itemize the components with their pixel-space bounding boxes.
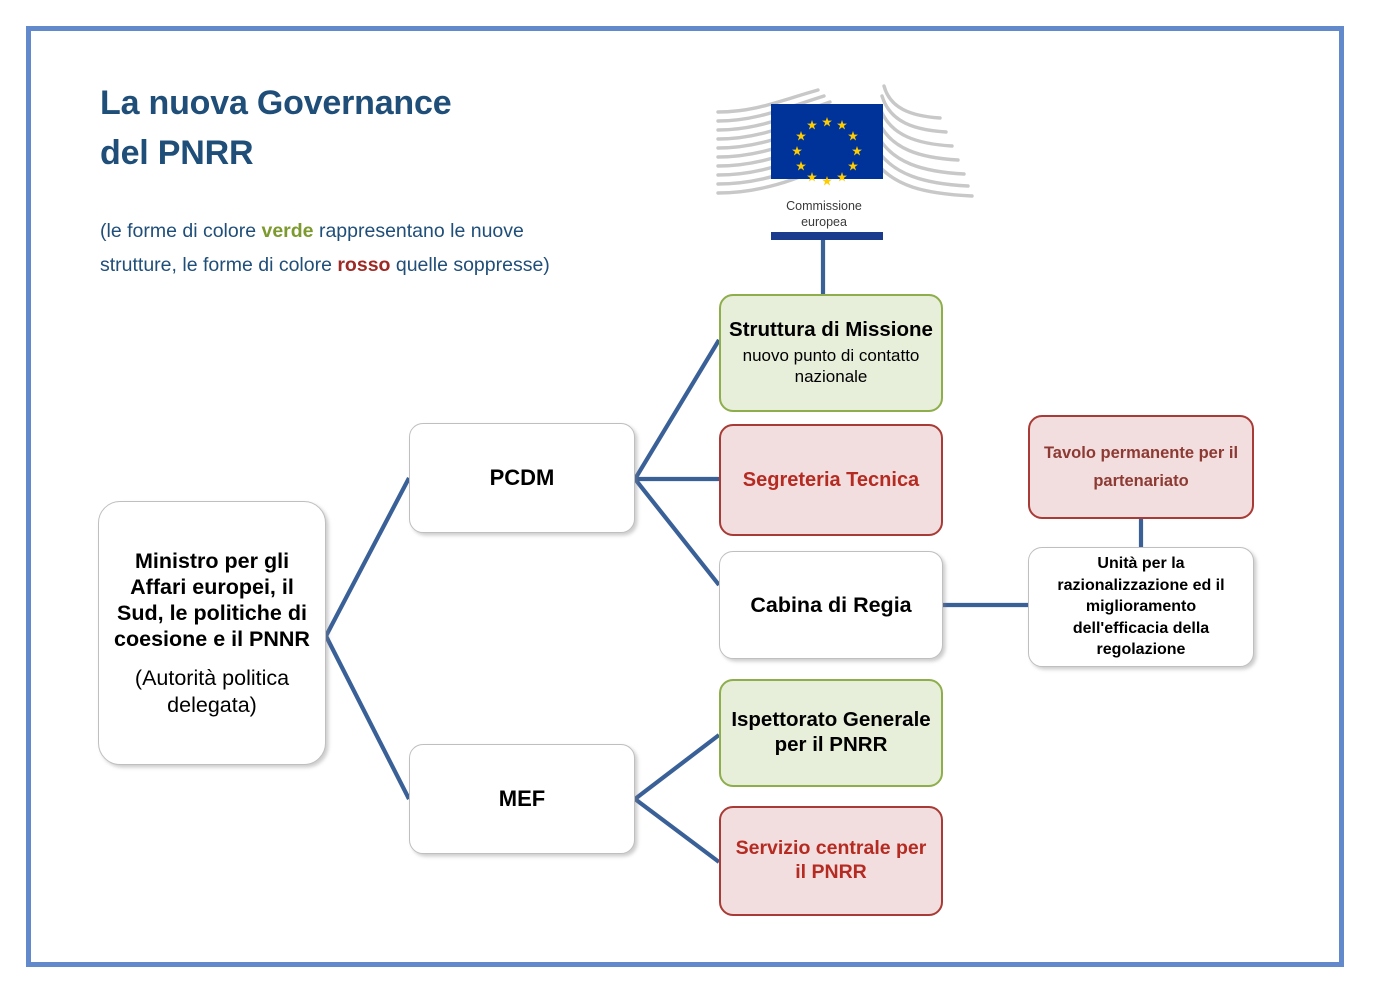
node-title: Servizio centrale per il PNRR	[735, 837, 927, 883]
node-title: MEF	[498, 785, 546, 811]
node-title: PCDM	[489, 464, 555, 490]
connector-pcdm-to-cabina	[635, 479, 719, 585]
node-title: Ispettorato Generale per il PNRR	[731, 708, 931, 756]
node-cabina-di-regia[interactable]	[719, 551, 943, 659]
page-title-line-2: del PNRR	[100, 134, 254, 173]
node-pcdm[interactable]	[409, 423, 635, 533]
connector-mef-to-ispettorato	[635, 735, 719, 799]
legend-green-keyword: verde	[261, 220, 314, 242]
node-struttura-di-missione[interactable]	[719, 294, 943, 412]
connector-pcdm-to-struttura	[635, 340, 719, 479]
node-title: Unità per la razionalizzazione ed il miglioramento dell'efficacia della regolazione	[1057, 555, 1225, 659]
node-segreteria-tecnica[interactable]	[719, 424, 943, 536]
node-ministro-affari-europei[interactable]	[98, 501, 326, 765]
node-title: Cabina di Regia	[750, 593, 912, 617]
node-subtitle: nuovo punto di contatto nazionale	[742, 345, 920, 386]
logo-caption	[770, 198, 878, 230]
node-servizio-centrale-pnrr[interactable]	[719, 806, 943, 916]
logo-caption-line-2: europea	[801, 215, 847, 229]
node-subtitle: (Autorità politica delegata)	[134, 666, 290, 717]
legend-red-keyword: rosso	[337, 253, 391, 276]
connector-ministro-to-pcdm	[326, 478, 409, 636]
node-title: Tavolo permanente per il partenariato	[1043, 443, 1239, 490]
connector-ministro-to-mef	[326, 636, 409, 799]
node-ispettorato-generale-pnrr[interactable]	[719, 679, 943, 787]
legend-text-part-1: (le forme di colore	[100, 220, 262, 242]
page-title-line-1: La nuova Governance	[100, 84, 452, 122]
legend-text-part-2: rappresentano le nuove strutture, le forme di colore	[100, 220, 524, 276]
node-tavolo-permanente-partenariato[interactable]	[1028, 415, 1254, 519]
connector-mef-to-servizio	[635, 799, 719, 862]
node-title: Segreteria Tecnica	[742, 468, 920, 491]
legend-text-part-3: quelle soppresse)	[390, 253, 550, 276]
node-title: Struttura di Missione	[729, 318, 933, 342]
logo-caption-line-1: Commissione	[786, 199, 862, 213]
node-unita-razionalizzazione[interactable]	[1028, 547, 1254, 667]
node-title: Ministro per gli Affari europei, il Sud, le politiche di coesione e il PNNR	[114, 549, 310, 652]
node-mef[interactable]	[409, 744, 635, 854]
